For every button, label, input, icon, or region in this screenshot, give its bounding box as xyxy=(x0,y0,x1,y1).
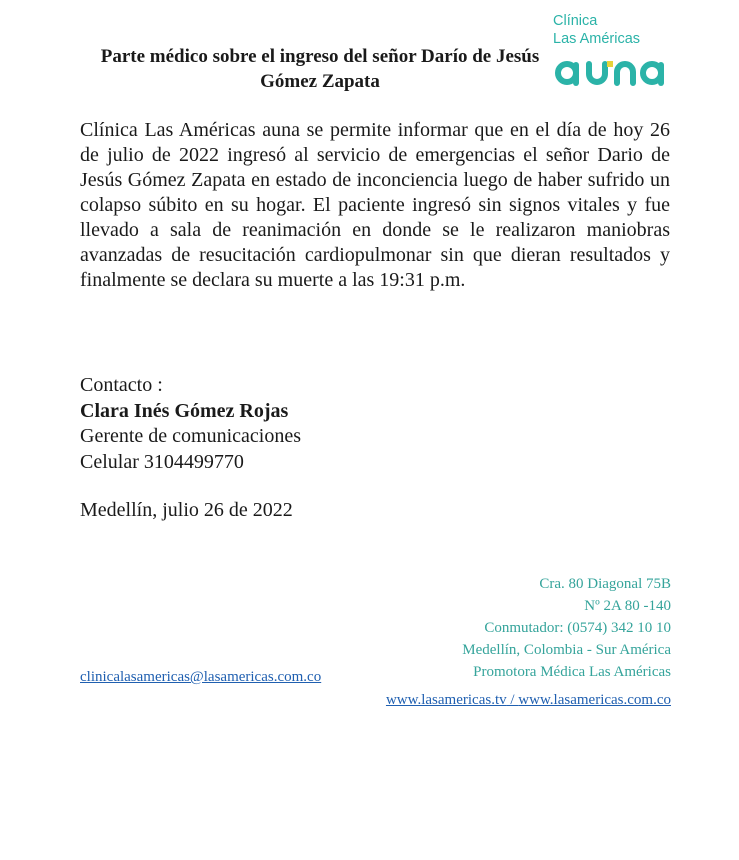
clinic-logo xyxy=(553,12,683,48)
email-link[interactable]: clinicalasamericas@lasamericas.com.co xyxy=(80,669,322,685)
contact-phone: Celular 3104499770 xyxy=(80,450,244,473)
contact-role: Gerente de comunicaciones xyxy=(80,425,302,447)
address-block xyxy=(462,573,671,683)
logo-line-2: Las Américas xyxy=(553,31,641,47)
address-line-5: Promotora Médica Las Américas xyxy=(473,664,671,680)
website-link-com[interactable]: www.lasamericas.com.co xyxy=(518,692,671,708)
address-line-2: Nº 2A 80 -140 xyxy=(584,598,671,614)
contact-block xyxy=(80,373,301,475)
website-link-tv[interactable]: www.lasamericas.tv xyxy=(385,692,507,708)
document-title: Parte médico sobre el ingreso del señor Darío de Jesús Gómez Zapata xyxy=(100,46,540,92)
contact-label: Contacto : xyxy=(80,374,163,396)
logo-line-1: Clínica xyxy=(553,13,598,29)
address-line-4: Medellín, Colombia - Sur América xyxy=(462,642,671,658)
address-line-3: Conmutador: (0574) 342 10 10 xyxy=(484,620,671,636)
document-date: Medellín, julio 26 de 2022 xyxy=(80,499,293,521)
contact-name: Clara Inés Gómez Rojas xyxy=(80,399,289,422)
address-line-1: Cra. 80 Diagonal 75B xyxy=(539,576,671,592)
body-paragraph: Clínica Las Américas auna se permite informar que en el día de hoy 26 de julio de 2022 ingresó al servicio de emergencias el señor Dario de Jesús Gómez Zapata en estado de inconciencia luego de haber sufrido un colapso súbito en su hogar. El paciente ingresó sin signos vitales y fue llevado a sala de reanimación en donde se le realizaron maniobras avanzadas de resucitación cardiopulmonar sin que dieran resultados y finalmente se declara su muerte a las 19:31 p.m. xyxy=(80,119,670,291)
auna-wordmark-icon xyxy=(555,56,673,88)
websites-line xyxy=(386,692,671,709)
website-separator: / xyxy=(506,692,519,708)
